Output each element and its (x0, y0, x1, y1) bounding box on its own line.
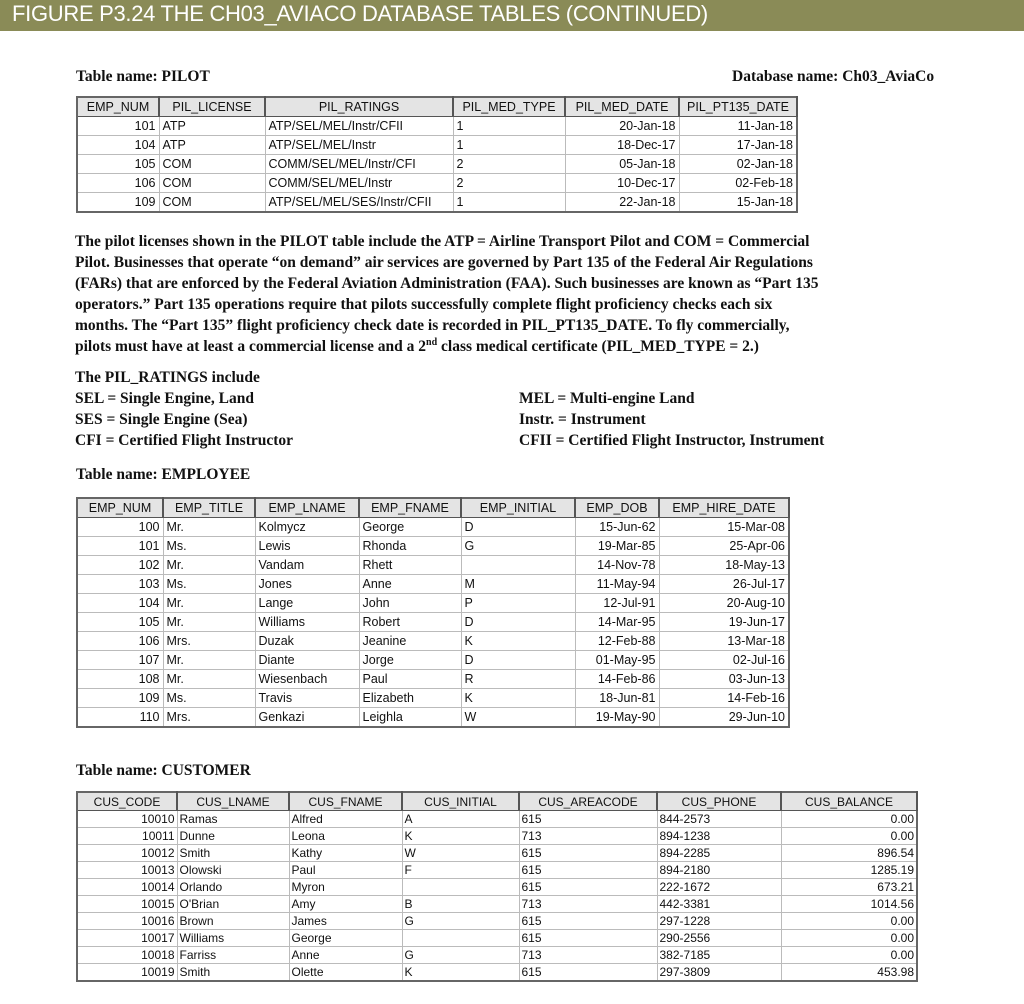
column-header: CUS_LNAME (177, 792, 289, 811)
table-cell: Ms. (163, 575, 255, 594)
table-cell: 12-Feb-88 (575, 632, 659, 651)
column-header: CUS_INITIAL (402, 792, 519, 811)
table-cell: Robert (359, 613, 461, 632)
table-cell: Myron (289, 879, 402, 896)
table-cell: 896.54 (781, 845, 917, 862)
table-cell: 1 (453, 117, 565, 136)
table-row (77, 913, 917, 930)
table-cell: Smith (177, 964, 289, 982)
paragraph-line: months. The “Part 135” flight proficiency check date is recorded in PIL_PT135_DATE. To fly commercially, (75, 317, 790, 334)
rating-ses: SES = Single Engine (Sea) (75, 411, 248, 428)
table-cell: 442-3381 (657, 896, 781, 913)
paragraph-line: Pilot. Businesses that operate “on demand” air services are governed by Part 135 of the Federal Air Regulations (75, 254, 813, 271)
table-cell: 382-7185 (657, 947, 781, 964)
table-cell: 713 (519, 947, 657, 964)
table-row (77, 575, 789, 594)
table-cell: Mr. (163, 670, 255, 689)
pilot-table (76, 96, 798, 213)
column-header: EMP_TITLE (163, 498, 255, 518)
table-cell: Mr. (163, 518, 255, 537)
table-cell: James (289, 913, 402, 930)
table-row (77, 155, 797, 174)
table-cell: 26-Jul-17 (659, 575, 789, 594)
table-cell: 107 (77, 651, 163, 670)
table-cell: Lewis (255, 537, 359, 556)
table-cell: Mr. (163, 594, 255, 613)
paragraph-line: The pilot licenses shown in the PILOT table include the ATP = Airline Transport Pilot and COM = Commercial (75, 233, 810, 250)
table-cell: Smith (177, 845, 289, 862)
table-cell: Kathy (289, 845, 402, 862)
column-header: CUS_AREACODE (519, 792, 657, 811)
table-cell: Elizabeth (359, 689, 461, 708)
table-row (77, 174, 797, 193)
table-cell: Mr. (163, 651, 255, 670)
pilot-table-name: Table name: PILOT (76, 68, 210, 85)
table-cell: Farriss (177, 947, 289, 964)
column-header: EMP_DOB (575, 498, 659, 518)
table-cell: 0.00 (781, 913, 917, 930)
ratings-legend-right (519, 388, 824, 451)
table-cell: 615 (519, 845, 657, 862)
table-cell: 10-Dec-17 (565, 174, 679, 193)
customer-table (76, 791, 918, 982)
table-row (77, 537, 789, 556)
table-cell: 14-Mar-95 (575, 613, 659, 632)
table-cell: 108 (77, 670, 163, 689)
table-cell: 0.00 (781, 930, 917, 947)
table-cell: COM (159, 174, 265, 193)
table-cell: 100 (77, 518, 163, 537)
table-cell: 0.00 (781, 828, 917, 845)
column-header: CUS_BALANCE (781, 792, 917, 811)
employee-table-name: Table name: EMPLOYEE (76, 466, 251, 483)
table-cell: Olowski (177, 862, 289, 879)
table-cell: Wiesenbach (255, 670, 359, 689)
table-cell: 17-Jan-18 (679, 136, 797, 155)
header-row (77, 792, 917, 811)
table-cell (402, 879, 519, 896)
table-cell: 222-1672 (657, 879, 781, 896)
table-cell: 106 (77, 632, 163, 651)
table-cell: 615 (519, 930, 657, 947)
table-cell: 10012 (77, 845, 177, 862)
table-cell: Paul (359, 670, 461, 689)
table-row (77, 811, 917, 828)
table-cell: ATP/SEL/MEL/Instr (265, 136, 453, 155)
table-cell: Lange (255, 594, 359, 613)
table-cell: Alfred (289, 811, 402, 828)
table-cell: 0.00 (781, 947, 917, 964)
table-row (77, 594, 789, 613)
table-cell: ATP/SEL/MEL/Instr/CFII (265, 117, 453, 136)
table-cell: 10010 (77, 811, 177, 828)
table-cell: Leona (289, 828, 402, 845)
table-cell: 19-Mar-85 (575, 537, 659, 556)
table-cell: 110 (77, 708, 163, 728)
table-cell: Genkazi (255, 708, 359, 728)
table-cell: 104 (77, 594, 163, 613)
table-cell: 12-Jul-91 (575, 594, 659, 613)
table-cell: 894-2180 (657, 862, 781, 879)
table-cell: 615 (519, 811, 657, 828)
table-row (77, 947, 917, 964)
table-cell: 18-Dec-17 (565, 136, 679, 155)
table-cell: Mrs. (163, 708, 255, 728)
table-cell: 1 (453, 193, 565, 213)
table-cell: Paul (289, 862, 402, 879)
table-row (77, 193, 797, 213)
table-cell: Dunne (177, 828, 289, 845)
table-cell: 10011 (77, 828, 177, 845)
table-cell: 894-1238 (657, 828, 781, 845)
table-row (77, 879, 917, 896)
table-cell: D (461, 613, 575, 632)
table-cell: 14-Feb-86 (575, 670, 659, 689)
table-cell: Ms. (163, 689, 255, 708)
table-row (77, 964, 917, 982)
table-cell: ATP/SEL/MEL/SES/Instr/CFII (265, 193, 453, 213)
table-cell: COM (159, 155, 265, 174)
table-cell: 20-Aug-10 (659, 594, 789, 613)
rating-mel: MEL = Multi-engine Land (519, 390, 695, 407)
rating-instr: Instr. = Instrument (519, 411, 646, 428)
table-cell: 11-May-94 (575, 575, 659, 594)
table-cell: 02-Jul-16 (659, 651, 789, 670)
table-cell: Rhett (359, 556, 461, 575)
rating-cfii: CFII = Certified Flight Instructor, Instrument (519, 432, 825, 449)
table-cell: Jones (255, 575, 359, 594)
table-cell: 290-2556 (657, 930, 781, 947)
table-cell: 10015 (77, 896, 177, 913)
table-cell: 104 (77, 136, 159, 155)
paragraph-line: operators.” Part 135 operations require that pilots successfully complete flight proficiency checks each six (75, 296, 773, 313)
table-cell: ATP (159, 136, 265, 155)
table-cell: 02-Feb-18 (679, 174, 797, 193)
figure-banner (0, 0, 1024, 31)
database-name: Database name: Ch03_AviaCo (732, 68, 935, 85)
table-cell: 297-3809 (657, 964, 781, 982)
table-cell: Diante (255, 651, 359, 670)
table-row (77, 651, 789, 670)
table-row (77, 670, 789, 689)
table-cell: Jeanine (359, 632, 461, 651)
table-cell (402, 930, 519, 947)
table-cell: F (402, 862, 519, 879)
table-cell: 05-Jan-18 (565, 155, 679, 174)
table-cell: Mr. (163, 613, 255, 632)
column-header: PIL_PT135_DATE (679, 97, 797, 117)
table-row (77, 556, 789, 575)
table-cell: Anne (289, 947, 402, 964)
table-cell: 615 (519, 913, 657, 930)
table-cell: Travis (255, 689, 359, 708)
table-row (77, 930, 917, 947)
table-row (77, 689, 789, 708)
customer-table-name: Table name: CUSTOMER (76, 762, 251, 779)
table-cell: M (461, 575, 575, 594)
table-cell: 03-Jun-13 (659, 670, 789, 689)
column-header: EMP_FNAME (359, 498, 461, 518)
table-cell: 102 (77, 556, 163, 575)
table-row (77, 708, 789, 728)
column-header: PIL_LICENSE (159, 97, 265, 117)
table-cell: 15-Jun-62 (575, 518, 659, 537)
table-cell: Jorge (359, 651, 461, 670)
table-cell: Rhonda (359, 537, 461, 556)
table-cell: 109 (77, 689, 163, 708)
table-cell: 2 (453, 174, 565, 193)
table-row (77, 518, 789, 537)
column-header: EMP_NUM (77, 498, 163, 518)
table-cell: 101 (77, 537, 163, 556)
table-cell: 10017 (77, 930, 177, 947)
table-cell: 615 (519, 964, 657, 982)
table-cell: George (289, 930, 402, 947)
table-cell: 844-2573 (657, 811, 781, 828)
table-cell: Orlando (177, 879, 289, 896)
table-cell: 15-Mar-08 (659, 518, 789, 537)
column-header: PIL_MED_TYPE (453, 97, 565, 117)
table-cell: 10013 (77, 862, 177, 879)
paragraph-text: pilots must have at least a commercial license and a 2 (75, 338, 427, 355)
table-cell: 109 (77, 193, 159, 213)
table-cell: Williams (255, 613, 359, 632)
table-cell: Duzak (255, 632, 359, 651)
table-cell: 02-Jan-18 (679, 155, 797, 174)
pilot-license-paragraph (75, 231, 895, 357)
table-cell: 713 (519, 828, 657, 845)
table-cell: 105 (77, 155, 159, 174)
table-cell: G (402, 947, 519, 964)
table-cell: 101 (77, 117, 159, 136)
table-cell: Kolmycz (255, 518, 359, 537)
table-cell (461, 556, 575, 575)
table-cell: Mr. (163, 556, 255, 575)
table-row (77, 613, 789, 632)
table-cell: 10014 (77, 879, 177, 896)
table-cell: 10019 (77, 964, 177, 982)
table-cell: Olette (289, 964, 402, 982)
table-cell: Mrs. (163, 632, 255, 651)
table-cell: 615 (519, 862, 657, 879)
column-header: PIL_RATINGS (265, 97, 453, 117)
column-header: CUS_FNAME (289, 792, 402, 811)
table-cell: COMM/SEL/MEL/Instr (265, 174, 453, 193)
column-header: EMP_LNAME (255, 498, 359, 518)
table-cell: K (402, 964, 519, 982)
table-cell: 25-Apr-06 (659, 537, 789, 556)
figure-title: FIGURE P3.24 THE CH03_AVIACO DATABASE TABLES (CONTINUED) (12, 1, 708, 26)
header-row (77, 498, 789, 518)
table-row (77, 117, 797, 136)
table-cell: 10016 (77, 913, 177, 930)
table-cell: 103 (77, 575, 163, 594)
table-cell: Ms. (163, 537, 255, 556)
table-cell: A (402, 811, 519, 828)
paragraph-line (75, 336, 895, 357)
table-cell: 1014.56 (781, 896, 917, 913)
table-row (77, 896, 917, 913)
column-header: PIL_MED_DATE (565, 97, 679, 117)
table-cell: 894-2285 (657, 845, 781, 862)
table-cell: 18-May-13 (659, 556, 789, 575)
table-cell: Williams (177, 930, 289, 947)
table-cell: 01-May-95 (575, 651, 659, 670)
table-cell: K (461, 689, 575, 708)
column-header: EMP_NUM (77, 97, 159, 117)
table-cell: COM (159, 193, 265, 213)
table-cell: 1285.19 (781, 862, 917, 879)
table-row (77, 632, 789, 651)
table-cell: 11-Jan-18 (679, 117, 797, 136)
table-cell: Ramas (177, 811, 289, 828)
ratings-legend-left (75, 367, 293, 451)
table-cell: Anne (359, 575, 461, 594)
column-header: CUS_CODE (77, 792, 177, 811)
rating-sel: SEL = Single Engine, Land (75, 390, 254, 407)
table-cell: W (402, 845, 519, 862)
rating-cfi: CFI = Certified Flight Instructor (75, 432, 294, 449)
table-cell: K (461, 632, 575, 651)
table-cell: G (402, 913, 519, 930)
table-row (77, 136, 797, 155)
table-cell: 19-May-90 (575, 708, 659, 728)
table-cell: John (359, 594, 461, 613)
table-cell: Leighla (359, 708, 461, 728)
table-cell: 615 (519, 879, 657, 896)
table-cell: 453.98 (781, 964, 917, 982)
table-cell: G (461, 537, 575, 556)
table-cell: P (461, 594, 575, 613)
ratings-intro: The PIL_RATINGS include (75, 369, 260, 386)
employee-table (76, 497, 790, 728)
table-cell: George (359, 518, 461, 537)
table-cell: 18-Jun-81 (575, 689, 659, 708)
table-cell: 2 (453, 155, 565, 174)
superscript: nd (426, 336, 438, 348)
column-header: EMP_HIRE_DATE (659, 498, 789, 518)
table-cell: 29-Jun-10 (659, 708, 789, 728)
table-cell: 20-Jan-18 (565, 117, 679, 136)
table-cell: K (402, 828, 519, 845)
table-cell: 10018 (77, 947, 177, 964)
table-cell: B (402, 896, 519, 913)
table-cell: 106 (77, 174, 159, 193)
table-cell: W (461, 708, 575, 728)
table-cell: COMM/SEL/MEL/Instr/CFI (265, 155, 453, 174)
table-cell: 14-Nov-78 (575, 556, 659, 575)
paragraph-line: (FARs) that are enforced by the Federal Aviation Administration (FAA). Such businesses are known as “Part 135 (75, 275, 819, 292)
column-header: CUS_PHONE (657, 792, 781, 811)
table-cell: 1 (453, 136, 565, 155)
table-cell: D (461, 651, 575, 670)
table-cell: 14-Feb-16 (659, 689, 789, 708)
table-cell: O'Brian (177, 896, 289, 913)
table-cell: 13-Mar-18 (659, 632, 789, 651)
table-cell: D (461, 518, 575, 537)
table-cell: 713 (519, 896, 657, 913)
table-cell: Vandam (255, 556, 359, 575)
table-cell: ATP (159, 117, 265, 136)
table-cell: 0.00 (781, 811, 917, 828)
table-cell: Brown (177, 913, 289, 930)
table-cell: R (461, 670, 575, 689)
table-cell: 22-Jan-18 (565, 193, 679, 213)
table-cell: Amy (289, 896, 402, 913)
column-header: EMP_INITIAL (461, 498, 575, 518)
table-row (77, 862, 917, 879)
table-row (77, 845, 917, 862)
table-cell: 15-Jan-18 (679, 193, 797, 213)
table-cell: 673.21 (781, 879, 917, 896)
table-row (77, 828, 917, 845)
header-row (77, 97, 797, 117)
table-cell: 105 (77, 613, 163, 632)
paragraph-text: class medical certificate (PIL_MED_TYPE = 2.) (437, 338, 759, 355)
table-cell: 297-1228 (657, 913, 781, 930)
table-cell: 19-Jun-17 (659, 613, 789, 632)
